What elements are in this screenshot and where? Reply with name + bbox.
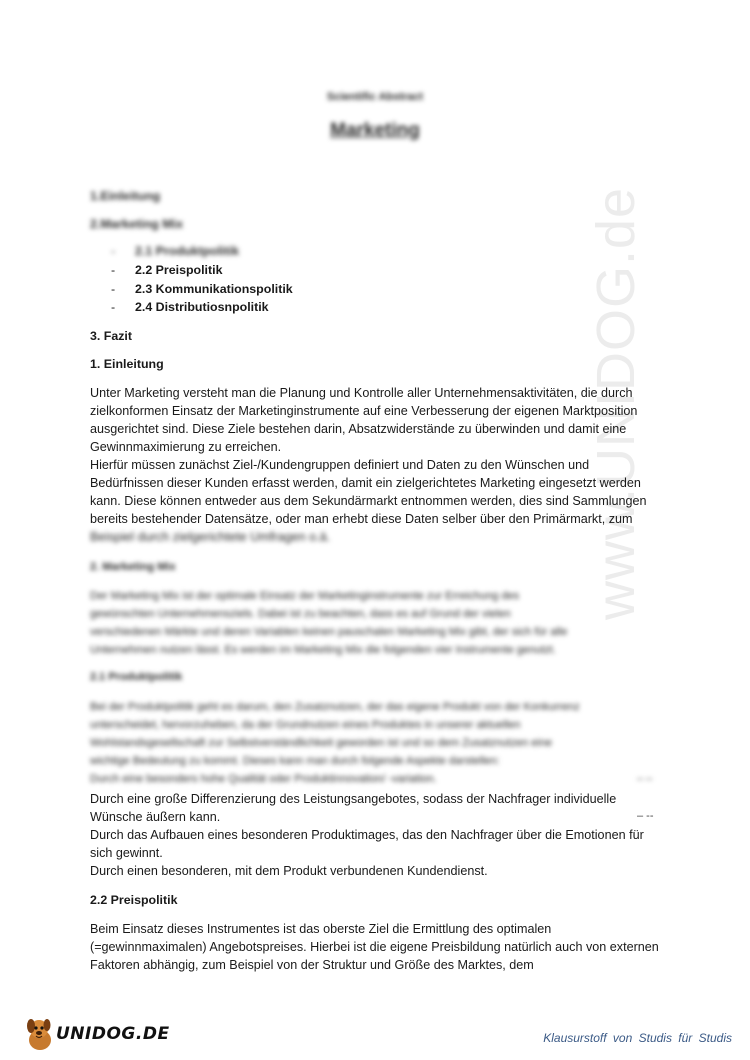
- blurred-line: gewünschten Unternehmensziels. Dabei ist zu beachten, dass es auf Grund der vielen: [90, 608, 511, 620]
- doc-subtitle: Scientific Abstract: [326, 91, 424, 103]
- paragraph: Hierfür müssen zunächst Ziel-/Kundengruppen definiert und Daten zu den Wünschen und Bedürfnissen dieser Kunden erfasst werden, damit ein zielgerichtetes Marketing eingesetzt werden kann. Diese können entweder aus dem Sekundärmarkt entnommen werden, dies sind Sammlungen bereits bestehender Datensätze, oder man erhebt diese Daten selber über den Primärmarkt, zum: [90, 458, 647, 526]
- toc-sub-item: 2.3 Kommunikationspolitik: [135, 282, 293, 296]
- paragraph: Beim Einsatz dieses Instrumentes ist das oberste Ziel die Ermittlung des optimalen (=gewinnmaximalen) Angebotspreises. Hierbei ist die eigene Preisbildung natürlich auch von externen Faktoren abhängig, zum Beispiel von der Struktur und Größe des Marktes, dem: [90, 922, 659, 972]
- toc-sub-item: 2.4 Distributiosnpolitik: [135, 300, 269, 314]
- blurred-line: wichtige Bedeutung zu kommt. Dieses kann man durch folgende Aspekte darstellen:: [90, 755, 500, 767]
- blurred-line: Wohlstandsgesellschaft zur Selbstverständlichkeit geworden ist und so dem Zusatznutzen eine: [90, 737, 553, 749]
- section-heading-preispolitik: 2.2 Preispolitik: [90, 893, 178, 907]
- section-2-2-body: [90, 920, 660, 974]
- section-heading-produktpolitik: 2.1 Produktpolitik: [90, 671, 183, 683]
- margin-mark: – --: [637, 810, 654, 822]
- blurred-line: Durch eine besonders hohe Qualität oder Produktinnovation/ -variation.: [90, 773, 437, 785]
- toc-dash: -: [111, 244, 116, 258]
- toc-item-2: 2.Marketing Mix: [90, 217, 183, 231]
- blurred-line: Unternehmen nutzen lässt. Es werden im Marketing Mix die folgenden vier Instrumente genutzt.: [90, 644, 556, 656]
- toc-item-1: 1.Einleitung: [90, 189, 161, 203]
- blurred-line: verschiedenen Märkte und deren Variablen keinen pauschalen Marketing Mix gibt, der sich für alle: [90, 626, 568, 638]
- blurred-line: unterscheidet, hervorzuheben, da der Grundnutzen eines Produktes in unserer aktuellen: [90, 719, 521, 731]
- toc-sub-item: 2.1 Produktpolitik: [135, 244, 239, 258]
- toc-sub-item: 2.2 Preispolitik: [135, 263, 223, 277]
- section-heading-einleitung: 1. Einleitung: [90, 357, 164, 371]
- toc-item-3: 3. Fazit: [90, 329, 132, 343]
- watermark: www.UNIDOG.de: [586, 186, 646, 620]
- logo-text: UNIDOG.DE: [56, 1024, 170, 1044]
- blurred-line: Der Marketing Mix ist der optimale Einsatz der Marketinginstrumente zur Erreichung des: [90, 590, 520, 602]
- section-1-body: [90, 384, 660, 546]
- blurred-line: Bei der Produktpolitik geht es darum, den Zusatznutzen, der das eigene Produkt von der Konkurrenz: [90, 701, 580, 713]
- section-2-1-body: [90, 790, 660, 880]
- paragraph: Durch einen besonderen, mit dem Produkt verbundenen Kundendienst.: [90, 864, 488, 878]
- footer-tagline: Klausurstoff von Studis für Studis: [543, 1031, 732, 1045]
- unidog-logo[interactable]: [24, 1016, 170, 1052]
- paragraph: Durch eine große Differenzierung des Leistungsangebotes, sodass der Nachfrager individuelle Wünsche äußern kann.: [90, 792, 617, 824]
- toc-dash: -: [111, 282, 116, 296]
- doc-title: Marketing: [330, 120, 420, 141]
- paragraph: Unter Marketing versteht man die Planung und Kontrolle aller Unternehmensaktivitäten, die durch zielkonformen Einsatz der Marketinginstrumente auf eine Verbesserung der eigenen Marktposition ausgerichtet sind. Diese Ziele bestehen darin, Absatzwiderstände zu überwinden und damit eine Gewinnmaximierung zu erreichen.: [90, 386, 638, 454]
- toc-dash: -: [111, 263, 116, 277]
- toc-dash: -: [111, 300, 116, 314]
- paragraph-blurred: Beispiel durch zielgerichtete Umfragen o.ä.: [90, 530, 331, 544]
- margin-mark: – –: [637, 773, 653, 785]
- dog-mascot-icon: [24, 1016, 58, 1052]
- section-heading-marketing-mix: 2. Marketing Mix: [90, 561, 176, 573]
- paragraph: Durch das Aufbauen eines besonderen Produktimages, das den Nachfrager über die Emotionen für sich gewinnt.: [90, 828, 644, 860]
